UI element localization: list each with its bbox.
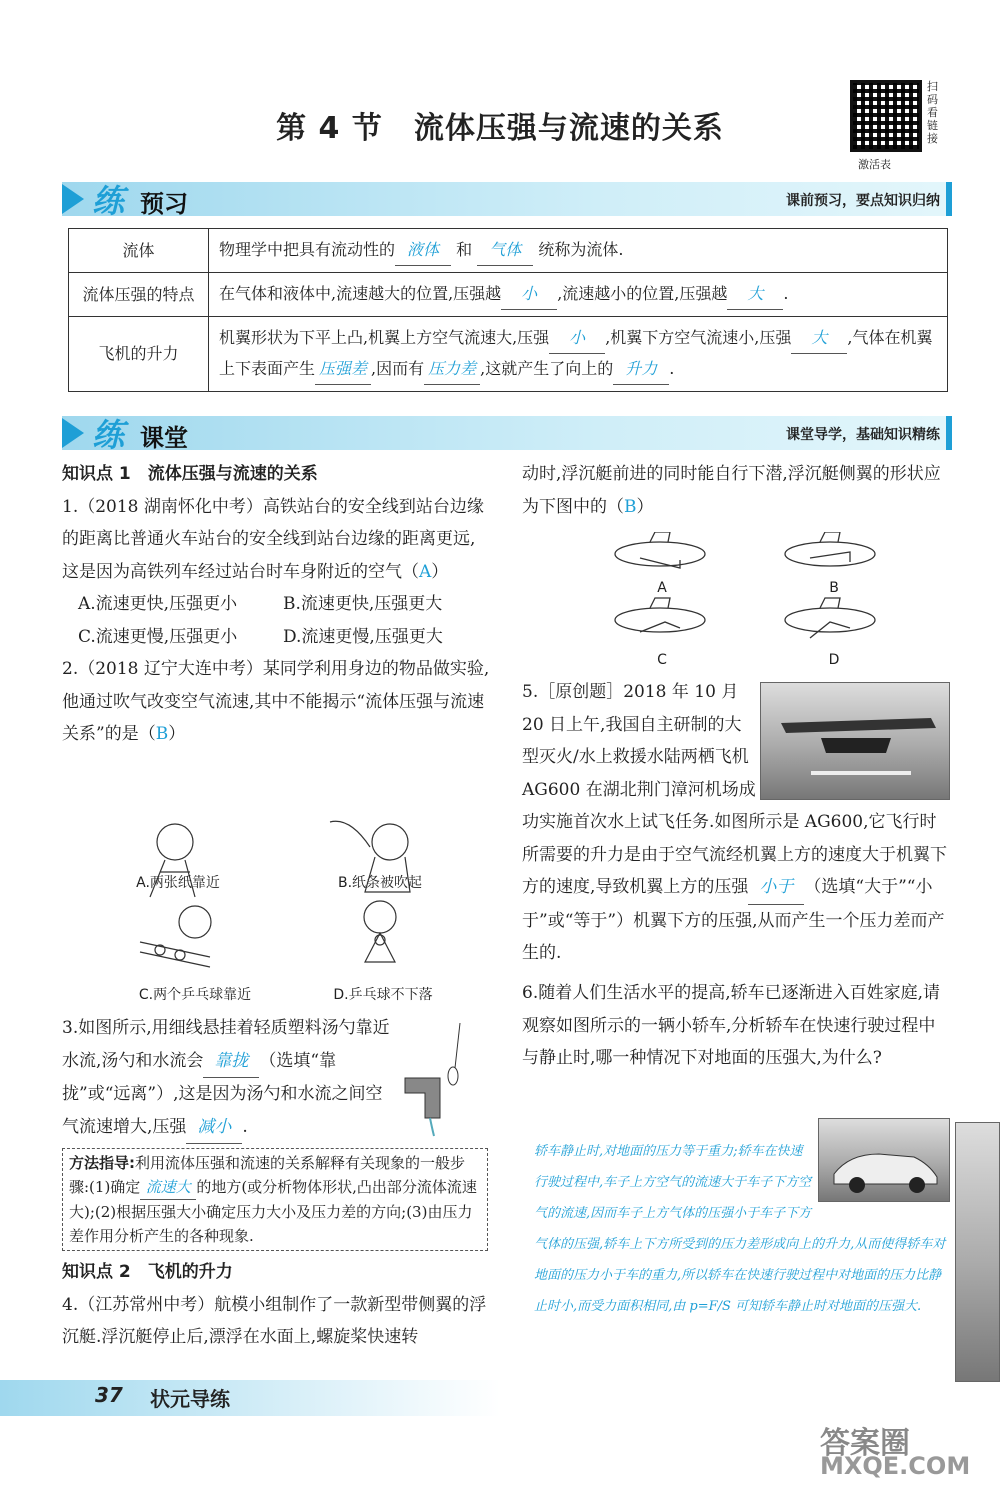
- q1-text: 1.（2018 湖南怀化中考）高铁站台的安全线到站台边缘的距离比普通火车站台的安全线到站台边缘的距离更远,这是因为高铁列车经过站台时车身附近的空气（: [62, 496, 484, 582]
- method-text: 利用流体压强和流速的关系解释有关现象的一般步骤:(1)确定: [69, 1154, 466, 1196]
- answer-spacer: [814, 1136, 950, 1202]
- q3-text: .: [242, 1116, 248, 1137]
- page-title: 第 4 节 流体压强与流速的关系: [276, 111, 724, 146]
- method-answer: 流速大: [140, 1175, 196, 1200]
- text: ,因而有: [371, 359, 425, 378]
- subfig-c: C: [657, 652, 667, 668]
- question-5: [522, 676, 952, 970]
- band-bar: [946, 182, 952, 216]
- q2-answer: B: [155, 724, 169, 744]
- q5-answer: 小于: [748, 871, 804, 905]
- q3-text: （选填“靠拢”或“远离”）,这是因为汤勺和水流之间空气流速增大,压强: [62, 1050, 383, 1137]
- photo-spacer: [756, 676, 952, 800]
- q5-text: 5.［原创题］2018 年 10 月 20 日上午,我国自主研制的大型灭火/水上救援水陆两栖飞机 AG600 在湖北荆门漳河机场成功实施首次水上试飞任务.如图所示是 AG600,它飞行时所需要的升力是由于空气流经机翼上方的速度大于机翼下方的速度,导致机翼上方的压强: [522, 682, 947, 897]
- watermark-logo: 答案圈: [820, 1426, 910, 1461]
- table-row: [69, 273, 948, 317]
- question-3: [62, 1012, 397, 1144]
- page-number: 37: [95, 1383, 123, 1407]
- figure-d-person: [364, 901, 396, 962]
- table-key: 飞机的升力: [69, 317, 209, 392]
- q1-end: ）: [431, 561, 449, 582]
- answer: 液体: [395, 235, 451, 266]
- question-1: [62, 491, 492, 589]
- answer: 压力差: [424, 354, 480, 385]
- option: D.流速更慢,压强更大: [283, 626, 443, 647]
- question-6: 6.随着人们生活水平的提高,轿车已逐渐进入百姓家庭,请观察如图所示的一辆小轿车,分析轿车在快速行驶过程中与静止时,哪一种情况下对地面的压强大,为什么?: [522, 983, 941, 1068]
- boat-d: [785, 608, 875, 632]
- q1-options: [62, 588, 492, 653]
- subfig-b: B: [829, 580, 839, 596]
- preview-band: [62, 182, 952, 220]
- q2-text: 2.（2018 辽宁大连中考）某同学利用身边的物品做实验,他通过吹气改变空气流速,其中不能揭示“流体压强与流速关系”的是（: [62, 659, 490, 744]
- answer: 小: [549, 323, 605, 354]
- q4-continued: [522, 458, 952, 523]
- text: 机翼形状为下平上凸,机翼上方空气流速大,压强: [219, 328, 550, 347]
- q4-end: ）: [636, 496, 654, 517]
- answer: 升力: [613, 354, 669, 385]
- text: ,流速越小的位置,压强越: [557, 284, 728, 303]
- text: 统称为流体.: [538, 240, 624, 259]
- q6-answer: [534, 1136, 950, 1322]
- watermark-url: MXQE.COM: [820, 1452, 971, 1480]
- boat-c: [615, 608, 705, 632]
- fig-a-label: A.两张纸靠近: [136, 875, 220, 891]
- question-2: [62, 653, 492, 751]
- q3-answer-2: 减小: [186, 1111, 242, 1145]
- q1-answer: A: [419, 561, 432, 582]
- table-row: [69, 229, 948, 273]
- q4-text: 动时,浮沉艇前进的同时能自行下潜,浮沉艇侧翼的形状应为下图中的（: [522, 464, 941, 517]
- band-bar: [946, 416, 952, 450]
- subfig-a: A: [657, 580, 667, 596]
- band-right-text: 课堂导学，基础知识精练: [786, 427, 940, 443]
- fig-c-label: C.两个乒乓球靠近: [138, 987, 252, 1003]
- q5-text: （选填“大于”“小于”或“等于”）机翼下方的压强,从而产生一个压力差而产生的.: [522, 877, 945, 963]
- fig-b-label: B.纸条被吹起: [337, 875, 423, 891]
- table-value: [209, 229, 948, 273]
- left-column: [62, 458, 492, 751]
- table-row: [69, 317, 948, 392]
- qr-caption: 扫码看链接: [927, 80, 938, 145]
- fig-d-label: D.乒乓球不下落: [333, 987, 433, 1003]
- table-value: [209, 317, 948, 392]
- footer-band: [0, 1380, 500, 1416]
- q4-answer: B: [624, 496, 637, 517]
- arrow-icon: [62, 418, 84, 448]
- option: B.流速更快,压强更大: [283, 594, 443, 614]
- answer: 气体: [477, 235, 533, 266]
- text: 和: [456, 240, 473, 259]
- q2-end: ）: [168, 724, 186, 744]
- q6-answer-text: 轿车静止时,对地面的压力等于重力;轿车在快速行驶过程中,车子上方空气的流速大于车子下方空气的流速,因而车子上方气体的压强小于车子下方气体的压强,轿车上下方所受到的压力差形成向上的升力,从而使得轿车对地面的压力小于车的重力,所以轿车在快速行驶过程中对地面的压力比静止时小,而受力面积相同,由 p=F/S 可知轿车静止时对地面的压强大.: [534, 1144, 946, 1314]
- boat-b: [785, 542, 875, 566]
- text: 在气体和液体中,流速越大的位置,压强越: [219, 284, 502, 303]
- subfig-d: D: [828, 652, 840, 668]
- knowledge-point-1: 知识点 1 流体压强与流速的关系: [62, 464, 318, 484]
- option: A.流速更快,压强更小: [78, 594, 238, 614]
- band-label: 预习: [140, 190, 188, 218]
- answer: 大: [727, 279, 783, 310]
- method-heading: 方法指导:: [69, 1154, 135, 1172]
- table-key: 流体压强的特点: [69, 273, 209, 317]
- q2-figures: [120, 812, 450, 1008]
- text: .: [669, 359, 675, 378]
- answer: 小: [501, 279, 557, 310]
- preview-table: [68, 228, 948, 392]
- brand-name: 状元导练: [150, 1387, 230, 1411]
- band-right-text: 课前预习，要点知识归纳: [786, 193, 940, 209]
- side-photo: [955, 1122, 1000, 1382]
- table-key: 流体: [69, 229, 209, 273]
- table-value: [209, 273, 948, 317]
- class-band: [62, 416, 952, 454]
- band-big-char: 练: [92, 416, 125, 454]
- figure-c-person: [140, 906, 211, 967]
- text: .: [783, 284, 789, 303]
- faucet-figure: [400, 1018, 490, 1138]
- answer: 压强差: [315, 354, 371, 385]
- qr-sub: 激活表: [858, 158, 891, 171]
- text: ,气体在机翼上下表面产生: [219, 328, 933, 378]
- arrow-icon: [62, 184, 84, 214]
- hydrofoil-figures: [610, 532, 880, 662]
- q3-answer-1: 靠拢: [203, 1045, 259, 1079]
- left-bottom: [62, 1256, 492, 1354]
- method-text: 的地方(或分析物体形状,凸出部分流体流速大);(2)根据压强大小确定压力大小及压力差的方向;(3)由压力差作用分析产生的各种现象.: [69, 1178, 477, 1245]
- text: 物理学中把具有流动性的: [219, 240, 396, 259]
- band-big-char: 练: [92, 182, 125, 220]
- text: ,这就产生了向上的: [480, 359, 614, 378]
- q3-text: 3.如图所示,用细线悬挂着轻质塑料汤勺靠近水流,汤勺和水流会: [62, 1018, 390, 1071]
- question-4: 4.（江苏常州中考）航模小组制作了一款新型带侧翼的浮沉艇.浮沉艇停止后,漂浮在水面上,螺旋桨快速转: [62, 1294, 487, 1347]
- band-label: 课堂: [140, 424, 188, 452]
- text: ,机翼下方空气流速小,压强: [605, 328, 792, 347]
- option: C.流速更慢,压强更小: [78, 626, 238, 647]
- method-guide: [62, 1148, 488, 1251]
- qr-code[interactable]: [850, 80, 922, 152]
- knowledge-point-2: 知识点 2 飞机的升力: [62, 1262, 233, 1282]
- answer: 大: [791, 323, 847, 354]
